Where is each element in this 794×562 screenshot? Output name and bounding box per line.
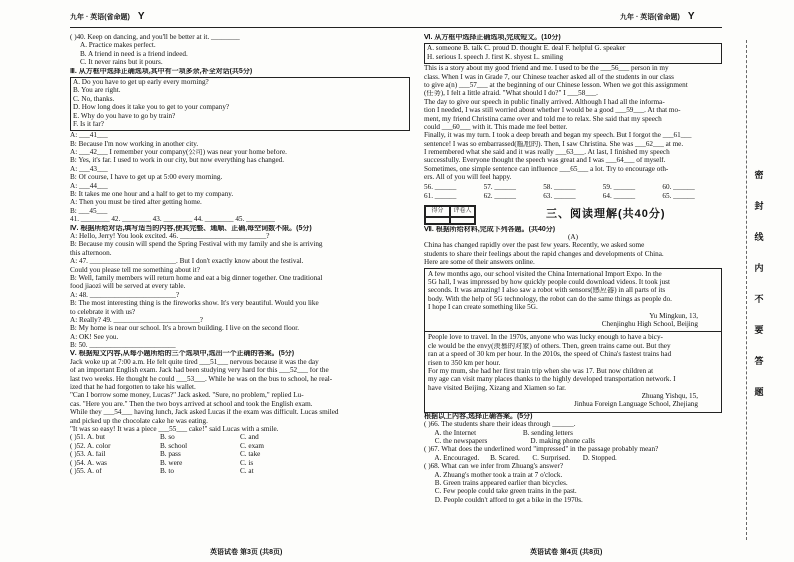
option-c[interactable]: C. exam [240,442,264,450]
binding-margin-text [752,160,766,420]
q68-option-b[interactable]: B. Green trains appeared earlier than bicycles. [424,479,568,487]
box2-line: risen to 350 km per hour. [428,359,501,367]
score-table [424,205,476,225]
intro-line: Here are some of their answers online. [424,259,535,267]
word-box-line: H. serious I. speech J. first K. shyest L. smiling [427,53,564,61]
dialog2-line: B: My home is near our school. It's a brown building. I live on the second floor. [70,325,300,333]
option-d: D. How long does it take you to get to your company? [73,104,230,112]
answer-blanks-41-45[interactable]: 41. ________ 42. ________ 43. ________ 44. ________ 45. ________ [70,216,275,224]
question-68: ( )68. What can we infer from Zhuang's answer? [424,463,564,471]
option-c[interactable]: C. take [240,451,261,459]
q40-stem: ( )40. Keep on dancing, and you'll be better at it. ________ [70,34,240,41]
blank-63[interactable]: 63. ______ [543,191,576,200]
box2-line: cle would be the envy(羡慕的对象) of others. Then, green trains came out. But they [428,342,671,350]
dialog2-line: food jiaozi will be served at every table. [70,283,186,291]
right-header [620,12,695,22]
option-a[interactable]: ( )51. A. but [70,434,105,442]
dialog1-line: B: Because I'm now working in another city. [70,140,199,148]
box2-line: my age can visit many places thanks to the highly developed transportation network. I [428,376,676,384]
left-header [70,12,145,22]
q68-option-a[interactable]: A. Zhuang's mother took a train at 7 o'clock. [424,471,563,479]
signature-2-school: Jinhua Foreign Language School, Zhejiang [574,401,698,409]
dialog2-line: Could you please tell me something about it? [70,266,200,274]
right-page [424,34,722,542]
dialog2-line: A: Hello, Jerry! You look excited. 46. ________________________? [70,232,270,240]
dialog1-line: A: ___42___ I remember your company(公司) was near your home before. [70,149,287,157]
dialog1-line: B: Of course, I have to get up at 5:00 every morning. [70,174,223,182]
box2-line: For my mum, she had her first train trip when she was 17. But now children at [428,367,654,375]
dialog1-line: A: ___43___ [70,165,108,173]
cloze-option-row [70,434,410,442]
option-b[interactable]: B. school [160,442,188,450]
passage-line: sentence! I was so embarrassed(尴尬的). Then, I saw Christina. She was ___62___ at me. [424,140,684,148]
passage-a-intro [424,242,722,267]
cloze-line: Jack woke up at 7:00 a.m. He felt quite tired ___51___ nervous because it was the day [70,358,319,366]
dialog-options-box [70,77,410,131]
blank-61[interactable]: 61. ______ [424,191,457,200]
cloze-line: and picked up the chocolate cake he was eating. [70,417,208,425]
right-header-text: 九年 · 英语(省命题) [620,14,680,21]
option-b[interactable]: B. so [160,434,175,442]
margin-char: 线 [754,232,764,242]
option-b[interactable]: B. to [160,467,174,475]
cloze-option-row [70,468,410,476]
cloze-line: While they ___54___ having lunch, Jack asked Lucas if the exam was difficult. Lucas smiled [70,409,339,417]
margin-char: 封 [754,201,764,211]
q67-options[interactable]: A. Encouraged. B. Scared. C. Surprised. D. Stopped. [424,454,617,462]
section-4-title: Ⅳ. 根据所给对话,填写适当的内容,使其完整、通顺、正确,每空词数不限。(5分) [70,224,312,232]
signature-1-name: Yu Mingkun, 13, [649,312,698,320]
q40-option-b: B. A friend in need is a friend indeed. [80,50,188,58]
box2-line: have visited Beijing, Xizang and Xiamen so far. [428,384,566,392]
cloze-line: "It was so easy! It was a piece ___55___ cake!" said Lucas with a smile. [70,425,279,433]
dialog1-line: B: Yes, it's far. I used to work in our city, but now everything has changed. [70,157,285,165]
dialog1-line: B: ___45___ [70,207,108,215]
word-box [424,43,722,64]
right-header-y: Y [687,11,695,22]
dialog1-line: B: It takes me one hour and a half to get to my company. [70,191,234,199]
cloze-options [70,434,410,476]
dialog-2 [70,233,410,350]
left-header-text: 九年 · 英语(省命题) [70,14,130,21]
margin-char: 题 [754,387,764,397]
blank-56[interactable]: 56. ______ [424,182,457,191]
score-label: 得分 [425,206,450,217]
passage-line: could ___60___ with it. This made me feel better. [424,123,568,131]
box1-line: A few months ago, our school visited the China International Import Expo. In the [428,270,662,278]
box1-line: seconds. It was amazing! I also saw a robot with sensors(感应器) in all parts of its [428,287,666,295]
section-3-title: Ⅲ. 从方框中选择正确选项,其中有一项多余,补全对话(共5分) [70,67,253,75]
box2-line: ran at a speed of 30 km per hour. In the 2010s, the speed of China's fastest trains had [428,351,672,359]
dialog1-line: A: ___41___ [70,132,108,140]
signature-2-name: Zhuang Yishqu, 15, [641,393,698,401]
section-5-title: Ⅴ. 根据短文内容,从每小题所给的三个选项中,选出一个正确的答案。(5分) [70,350,295,358]
cloze-option-row [70,451,410,459]
answer-blanks-56-65 [424,184,722,202]
section-7-title: Ⅶ. 根据所给材料,完成下列各题。(共40分) [424,225,556,233]
blank-65[interactable]: 65. ______ [662,191,695,200]
cloze-line: cas. "Here you are." Then the two boys arrived at school and took the English exam. [70,400,313,408]
cloze-line: last two weeks. He thought he could ___53___. While he was on the bus to school, he real- [70,375,333,383]
q68-option-d[interactable]: D. People couldn't afford to get a bike in the 1970s. [424,496,583,504]
dialog2-line: A: Really? 49. ________________________? [70,316,203,324]
story-passage [424,65,722,182]
answer-box-1 [424,268,722,333]
question-66: ( )66. The students share their ideas through ______. [424,421,576,429]
header-rule [70,27,722,28]
option-c[interactable]: C. and [240,434,259,442]
score-cell[interactable] [425,217,450,224]
left-page [70,34,410,542]
option-a[interactable]: ( )55. A. of [70,467,102,475]
passage-line: Finally, it was my turn. I took a deep breath and began my speech. But I forgot the ___61___ [424,132,692,140]
dialog2-line: B: Well, family members will return home and eat a big dinner together. One traditional [70,274,323,282]
option-c: C. No, thanks. [73,95,115,103]
dialog-1 [70,132,410,224]
section-6-title: Ⅵ. 从方框中选择正确选项,完成短文。(10分) [424,34,561,41]
left-page-footer: 英语试卷 第3页 (共8页) [210,549,283,556]
right-page-footer: 英语试卷 第4页 (共8页) [530,549,603,556]
option-a[interactable]: ( )52. A. color [70,442,111,450]
left-header-y: Y [137,11,145,22]
questions-66-68 [424,421,722,505]
dialog2-line: A: 48. ________________________? [70,291,180,299]
cloze-passage [70,359,410,435]
dialog2-line: A: OK! See you. [70,333,119,341]
passage-line: I remembered what she said and it was really ___63___. At last, I finished my speech [424,149,670,157]
dialog2-line: this afternoon. [70,249,112,257]
option-f: F. Is it far? [73,120,104,128]
box1-line: 5G hall, I was impressed by how quickly people could download videos. It took just [428,278,670,286]
option-a[interactable]: ( )54. A. was [70,459,107,467]
passage-line: The day to give our speech in public finally arrived. Although I had all the informa- [424,98,665,106]
passage-a-label: (A) [568,234,578,242]
q66-options-cd[interactable]: C. the newspapers D. making phone calls [424,438,596,446]
dialog2-line: B: 50. ________________________ [70,342,176,350]
blank-58[interactable]: 58. ______ [543,182,576,191]
passage-line: to give a(n) ___57___ at the beginning of our Chinese lesson. When we got this assignment [424,81,688,89]
box1-line: I hope I can create something like 5G. [428,304,538,312]
grader-label: 评卷人 [450,206,475,217]
passage-line: tion I needed, I was still worried about whether I would be a good ___59___. At that mo- [424,107,681,115]
option-a[interactable]: ( )53. A. fail [70,451,106,459]
option-b[interactable]: B. pass [160,451,181,459]
passage-line: Sometimes, one simple sentence can influence ___65___ a lot. Try to encourage oth- [424,165,669,173]
option-a: A. Do you have to get up early every morning? [73,78,209,86]
dialog1-line: A: Then you must be tired after getting home. [70,199,202,207]
binding-line [746,40,747,540]
passage-line: class. When I was in Grade 7, our Chinese teacher asked all of the students in our class [424,73,674,81]
dialog2-line: B: Because my cousin will spend the Spring Festival with my family and she is arriving [70,241,323,249]
question-40 [70,34,410,68]
passage-line: successfully. Everyone thought the speech was great and I was ___64___ of myself. [424,157,666,165]
q40-option-c: C. It never rains but it pours. [80,59,163,67]
question-67: ( )67. What does the underlined word "impressed" in the passage probably mean? [424,446,659,454]
q40-option-a: A. Practice makes perfect. [80,42,156,50]
intro-line: students to share their feelings about the rapid changes and developments of China. [424,250,664,258]
dialog2-line: A: 47. ________________________. But I don't exactly know about the festival. [70,258,304,266]
signature-1-school: Chenjinghu High School, Beijing [601,320,698,328]
score-row [424,204,722,226]
q68-option-c[interactable]: C. Few people could take green trains in the past. [424,488,577,496]
part-3-title: 三、阅读理解(共40分) [546,208,666,221]
margin-char: 要 [754,325,764,335]
box1-line: body. With the help of 5G technology, the robot can do the same things as people do. [428,295,672,303]
blank-59[interactable]: 59. ______ [602,182,636,191]
dialog2-line: to celebrate it with us? [70,308,136,316]
passage-line: ment, my friend Christina came over and told me to relax. She said that my speech [424,115,662,123]
intro-line: China has changed rapidly over the past few years. Recently, we asked some [424,242,645,250]
option-e: E. Why do you have to go by train? [73,112,176,120]
q66-options-ab[interactable]: A. the Internet B. sending letters [424,429,573,437]
cloze-line: of an important English exam. Jack had been studying very hard for this ___52___ for the [70,367,329,375]
grader-cell[interactable] [450,217,475,224]
cloze-option-row [70,443,410,451]
blank-62[interactable]: 62. ______ [483,191,516,200]
margin-char: 内 [754,263,764,273]
blank-57[interactable]: 57. ______ [483,182,516,191]
blank-64[interactable]: 64. ______ [602,191,636,200]
margin-char: 不 [754,294,764,304]
answer-box-2 [424,332,722,413]
option-c[interactable]: C. at [240,467,254,475]
box2-line: People love to travel. In the 1970s, anyone who was lucky enough to have a bicy- [428,334,663,342]
option-b: B. You are right. [73,87,121,95]
passage-line: (任务), I felt a little afraid. "What should I do?" I ___58___. [424,90,598,98]
option-b[interactable]: B. were [160,459,183,467]
passage-line: This is a story about my good friend and me. I used to be the ___56___ person in my [424,65,669,73]
cloze-line: "Can I borrow some money, Lucas?" Jack asked. "Sure, no problem," replied Lu- [70,392,304,400]
option-c[interactable]: C. is [240,459,254,467]
dialog2-line: B: The most interesting thing is the fireworks show. It's very beautiful. Would you like [70,300,319,308]
cloze-line: ized that he had forgotten to take his wallet. [70,384,196,392]
passage-line: ers. All of you will feel happy. [424,174,512,182]
cloze-option-row [70,460,410,468]
questions-title: 根据以上内容,选择正确答案。(5分) [424,412,533,420]
margin-char: 密 [754,170,764,180]
word-box-line: A. someone B. talk C. proud D. thought E. deal F. helpful G. speaker [427,45,626,53]
blank-60[interactable]: 60. ______ [662,182,695,191]
margin-char: 答 [754,356,764,366]
dialog1-line: A: ___44___ [70,182,108,190]
